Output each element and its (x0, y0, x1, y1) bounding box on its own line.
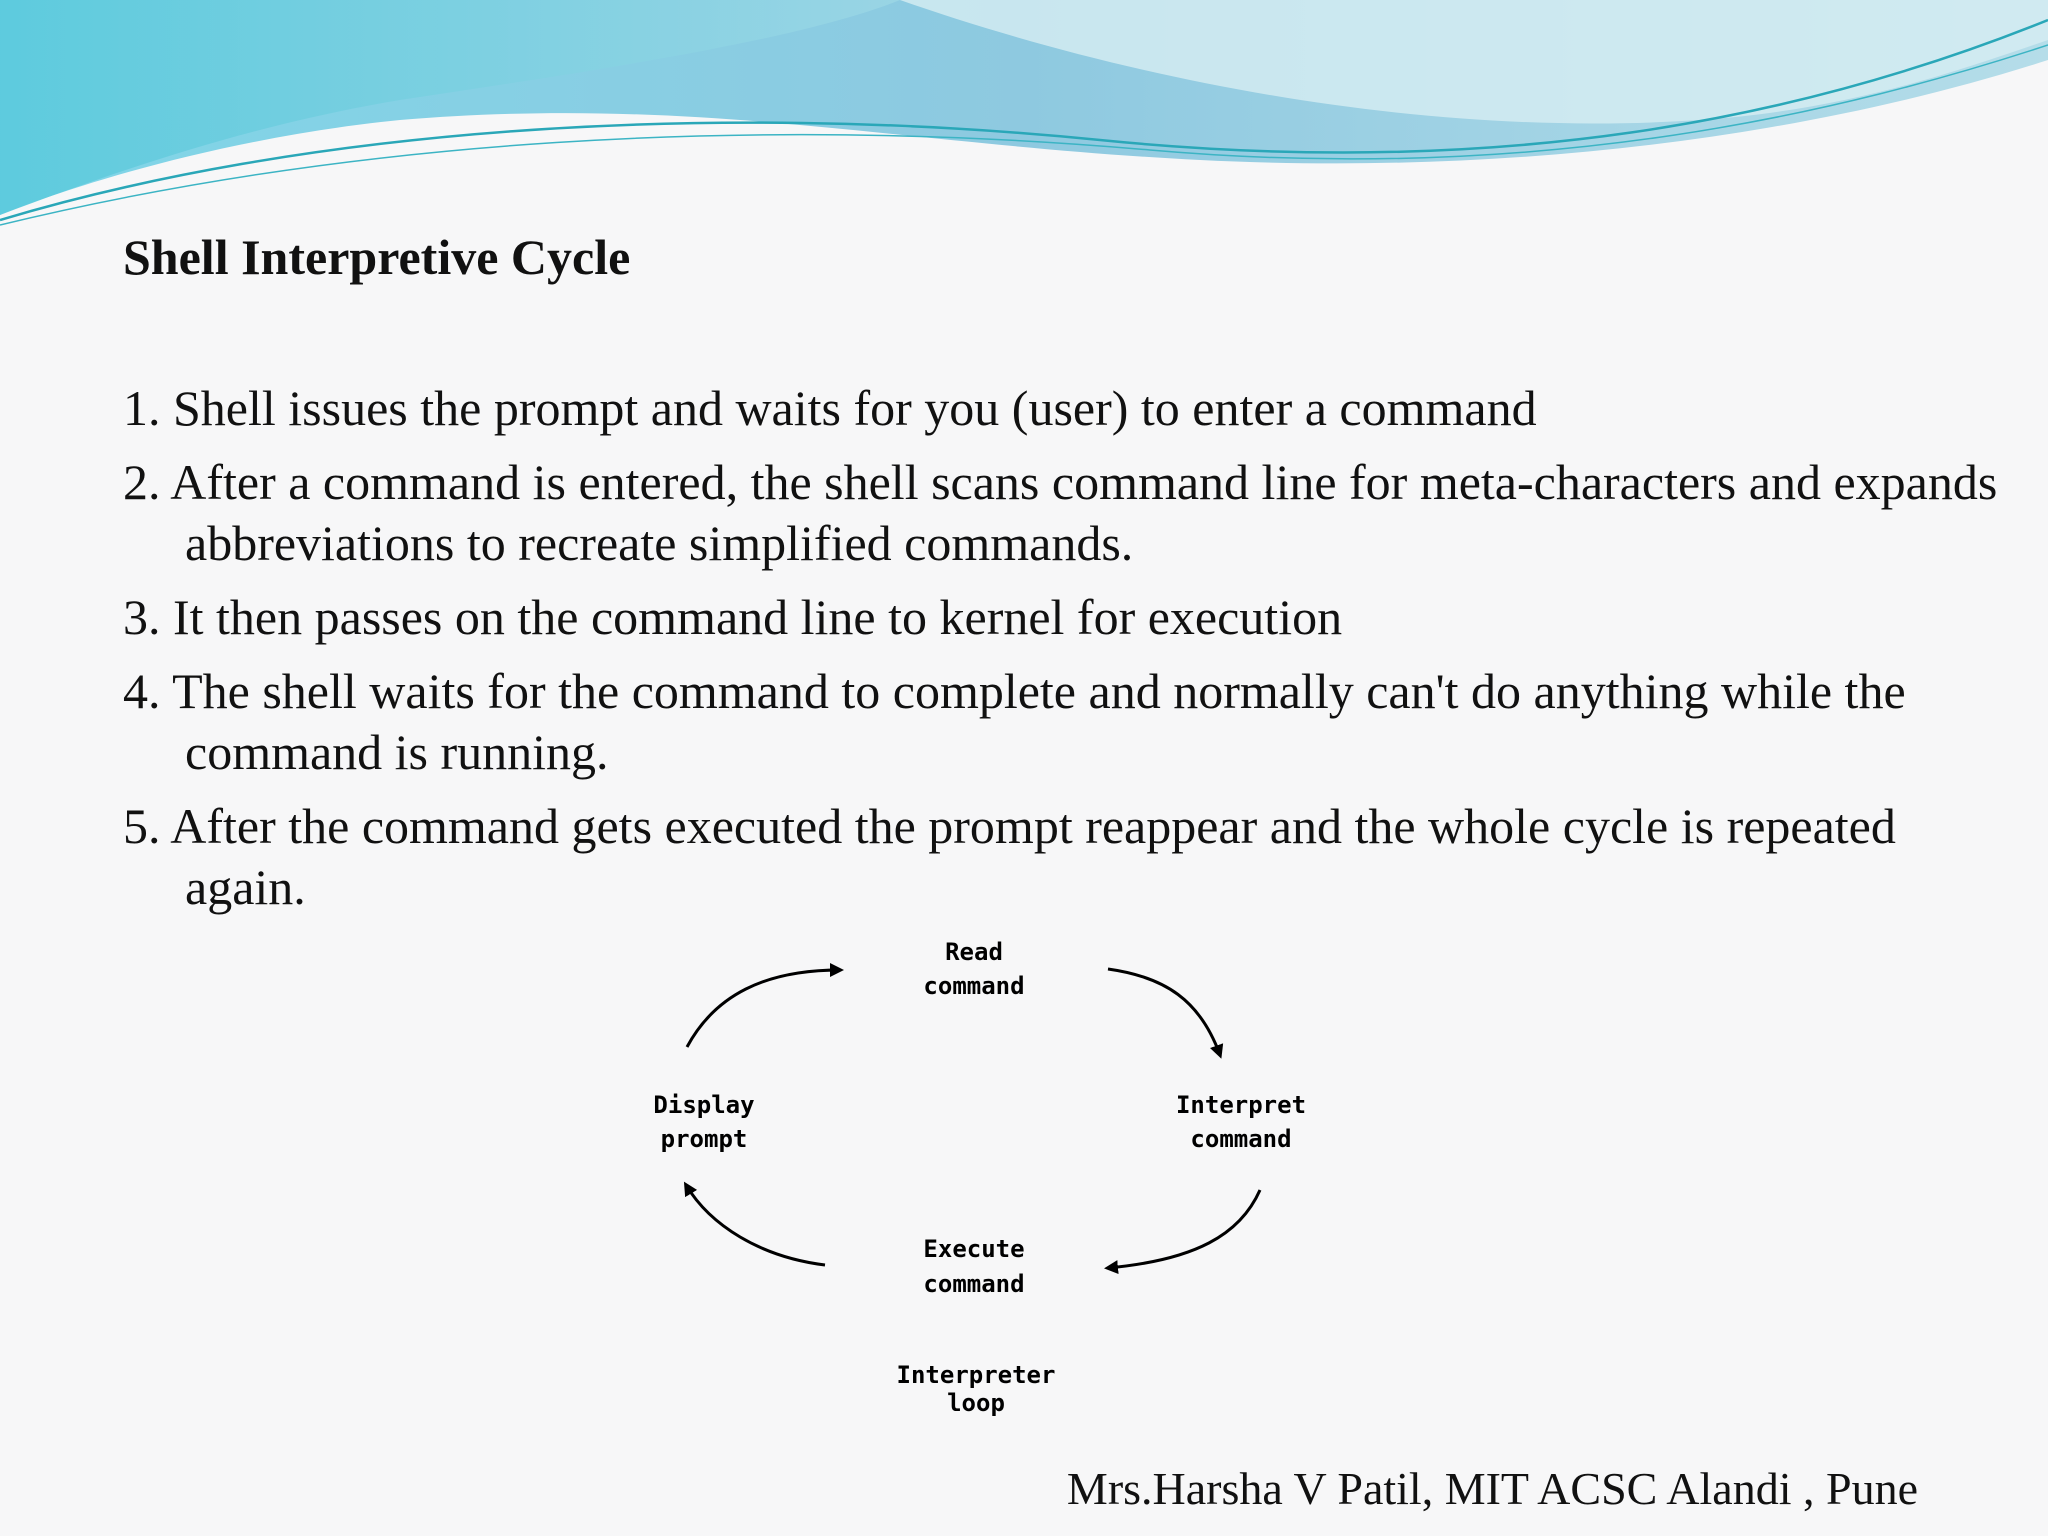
arrow-execute-to-display (686, 1185, 825, 1265)
read-command-label-line1: Read (945, 938, 1003, 966)
arrow-interpret-to-execute (1108, 1190, 1260, 1268)
arrow-display-to-read (687, 970, 840, 1047)
header-wave-decoration (0, 0, 2048, 240)
arrow-read-to-interpret (1108, 969, 1220, 1055)
execute-command-label-line1: Execute (923, 1235, 1025, 1263)
interpreter-loop-caption-line2: loop (947, 1389, 1005, 1417)
cycle-steps-list (123, 378, 2003, 931)
list-item: 1. Shell issues the prompt and waits for you (user) to enter a command (123, 380, 1537, 436)
list-item: 5. After the command gets executed the prompt reappear and the whole cycle is repeated again. (123, 798, 1896, 915)
author-footer: Mrs.Harsha V Patil, MIT ACSC Alandi , Pune (1066, 1463, 1918, 1514)
display-prompt-label-line2: prompt (660, 1125, 748, 1153)
slide-title: Shell Interpretive Cycle (123, 229, 631, 285)
interpreter-loop-diagram (600, 925, 1360, 1425)
list-item: 2. After a command is entered, the shell scans command line for meta-characters and expands abbreviations to recreate simplified commands. (123, 454, 1998, 571)
display-prompt-label-line1: Display (653, 1091, 755, 1119)
interpret-command-label-line2: command (1190, 1125, 1292, 1153)
list-item: 4. The shell waits for the command to complete and normally can't do anything while the command is running. (123, 663, 1906, 780)
interpreter-loop-caption-line1: Interpreter (896, 1361, 1056, 1389)
read-command-label-line2: command (923, 972, 1025, 1000)
interpret-command-label-line1: Interpret (1175, 1091, 1307, 1119)
execute-command-label-line2: command (923, 1270, 1025, 1298)
list-item: 3. It then passes on the command line to kernel for execution (123, 589, 1343, 645)
